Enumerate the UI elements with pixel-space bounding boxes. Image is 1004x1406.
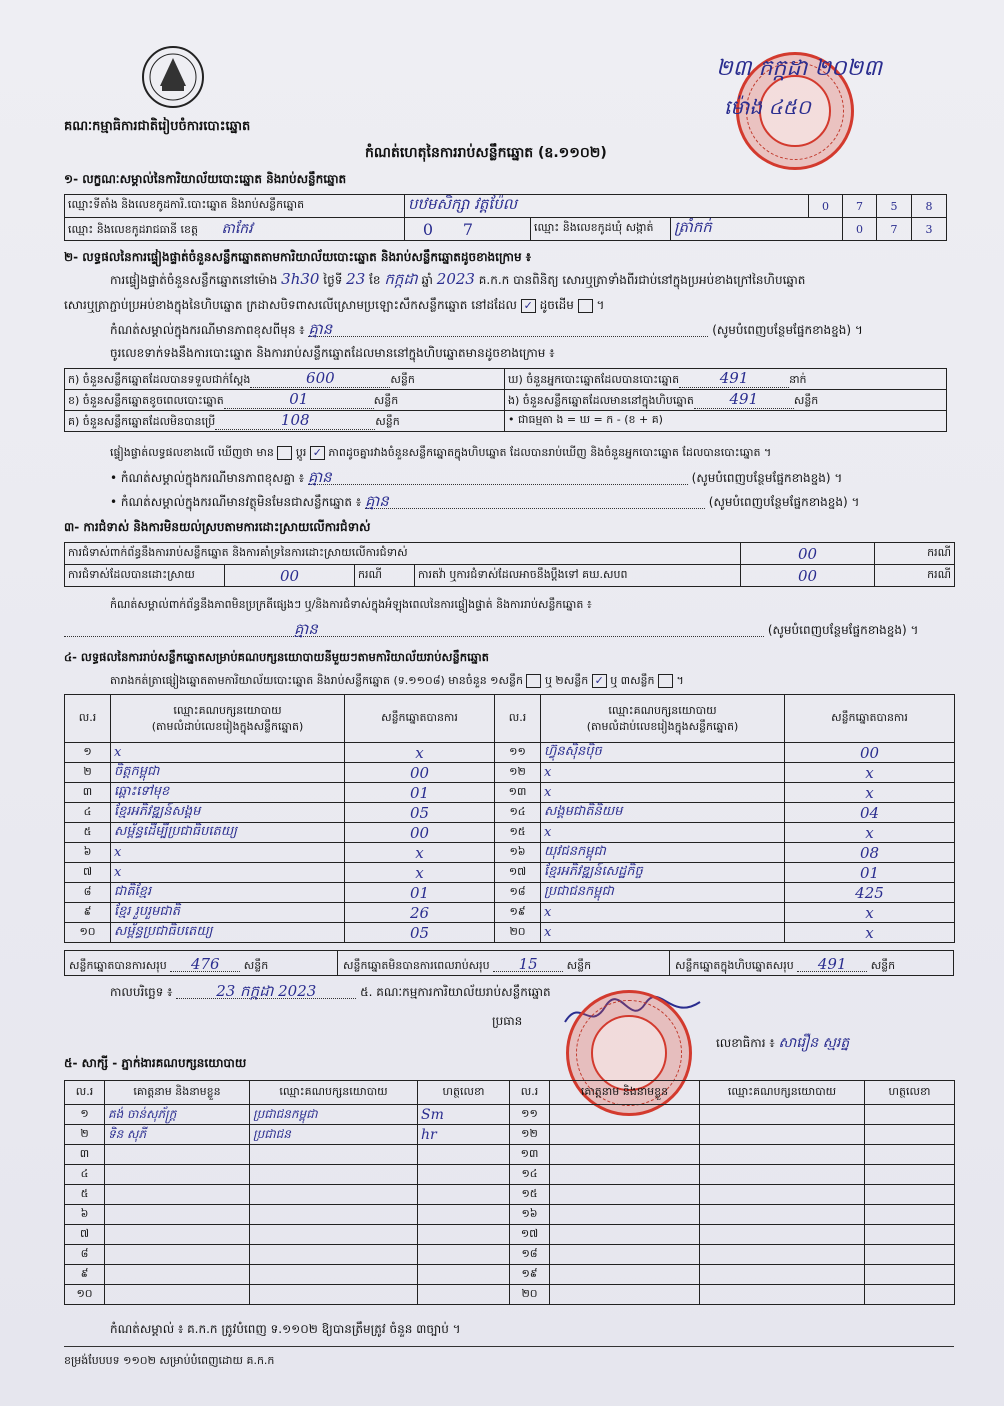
count-cell-c: គ) ចំនួនសន្លឹកឆ្នោតដែលមិនបានប្រើ 108 សន្លឹក xyxy=(65,411,505,432)
verification-year: 2023 xyxy=(436,270,475,288)
party-no: ១១ xyxy=(495,743,541,763)
total-valid-value: 476 xyxy=(170,957,240,972)
witness-party xyxy=(250,1185,418,1205)
emblem-icon xyxy=(140,44,206,110)
sheets-2-checkbox: ✓ xyxy=(592,674,607,688)
total-box-value: 491 xyxy=(797,957,867,972)
form-code: ខម្រង់បែបបទ ១១០២ សម្រាប់បំពេញដោយ គ.ក.ក xyxy=(64,1354,275,1367)
party-name: សង្គមជាតិនិយម xyxy=(541,803,785,823)
witness-row xyxy=(65,1205,955,1225)
unused-ballots: 108 xyxy=(215,411,375,430)
party-votes: 00 xyxy=(345,763,495,783)
party-name: ខ្មែរអភិវឌ្ឍន៍សង្គម xyxy=(111,803,345,823)
witness-party xyxy=(250,1285,418,1305)
witness-signature xyxy=(418,1245,510,1265)
form-title: កំណត់ហេតុនៃការរាប់សន្លឹកឆ្នោត (ឧ.១១០២) xyxy=(365,145,607,161)
witness-table xyxy=(64,1080,955,1305)
w-col-party-left: ឈ្មោះគណបក្សនយោបាយ xyxy=(250,1081,418,1105)
party-no: ១៦ xyxy=(495,843,541,863)
witness-no: ៨ xyxy=(65,1245,105,1265)
witness-signature xyxy=(418,1265,510,1285)
witness-name xyxy=(550,1265,700,1285)
party-no: ៣ xyxy=(65,783,111,803)
witness-signature xyxy=(865,1125,955,1145)
party-name: x xyxy=(111,863,345,883)
witness-no: ២ xyxy=(65,1125,105,1145)
witness-party xyxy=(250,1245,418,1265)
voters-count: 491 xyxy=(679,369,789,388)
witness-party xyxy=(700,1245,865,1265)
witness-no: ១ xyxy=(65,1105,105,1125)
w-col-sign-right: ហត្ថលេខា xyxy=(865,1081,955,1105)
commune-code-digit: 3 xyxy=(912,218,947,241)
witness-signature xyxy=(865,1205,955,1225)
party-name: សម្ព័ន្ធប្រជាធិបតេយ្យ xyxy=(111,923,345,943)
witness-signature xyxy=(865,1105,955,1125)
station-label: ឈ្មោះទីតាំង និងលេខកូដការិ.បោះឆ្នោត និងរាប់សន្លឹកឆ្នោត xyxy=(65,195,405,218)
party-votes: x xyxy=(785,763,955,783)
party-no: ៤ xyxy=(65,803,111,823)
witness-signature xyxy=(865,1225,955,1245)
party-no: ១៤ xyxy=(495,803,541,823)
objection-appeal-label: ការតវ៉ា ឬការជំទាស់ដែលអាចនឹងប្តឹងទៅ គឃ.សបព xyxy=(415,565,741,587)
witness-name xyxy=(550,1245,700,1265)
witness-no: ៧ xyxy=(65,1225,105,1245)
w-col-no-left: ល.រ xyxy=(65,1081,105,1105)
party-no: ១៨ xyxy=(495,883,541,903)
witness-no: ១៨ xyxy=(510,1245,550,1265)
witness-name xyxy=(105,1225,250,1245)
witness-row xyxy=(65,1185,955,1205)
compare-line: ផ្ទៀងផ្ទាត់លទ្ធផលខាងលើ ឃើញថា មាន ប្តូរ ✓ ភាពដូចគ្នារវាងចំនួនសន្លឹកឆ្នោតក្នុងហិបឆ្នោត ដែលបានរាប់ឃើញ និងចំនួនអ្នកបោះឆ្នោត ដែលបានបោះឆ្នោត ។ xyxy=(110,446,772,459)
party-results-table xyxy=(64,694,955,943)
witness-row xyxy=(65,1125,955,1145)
witness-signature: hr xyxy=(418,1125,510,1145)
witness-party xyxy=(700,1125,865,1145)
col-no-left: ល.រ xyxy=(65,695,111,743)
changed-checkbox xyxy=(578,299,593,313)
w-col-name-right: គោត្តនាម និងនាមខ្លួន xyxy=(550,1081,700,1105)
party-result-row xyxy=(65,803,955,823)
witness-no: ៦ xyxy=(65,1205,105,1225)
witness-party xyxy=(700,1145,865,1165)
witness-party xyxy=(700,1265,865,1285)
party-votes: 04 xyxy=(785,803,955,823)
footer-divider xyxy=(64,1346,954,1347)
signing-date: 23 កក្កដា 2023 xyxy=(176,984,356,999)
witness-party xyxy=(250,1225,418,1245)
party-name: ឆ្ពោះទៅមុខ xyxy=(111,783,345,803)
stamp-handwriting-time: ម៉ោង ៤៥០ xyxy=(724,95,811,119)
party-no: ១៣ xyxy=(495,783,541,803)
party-name: x xyxy=(541,923,785,943)
party-name: ជាតិខ្មែរ xyxy=(111,883,345,903)
party-name: x xyxy=(111,743,345,763)
total-invalid: សន្លឹកឆ្នោតមិនបានការពេលរាប់សរុប 15 សន្លឹក xyxy=(343,955,592,973)
party-name: សម្ព័ន្ធដើម្បីប្រជាធិបតេយ្យ xyxy=(111,823,345,843)
party-result-row xyxy=(65,843,955,863)
witness-name xyxy=(105,1265,250,1285)
count-cell-d: ឃ) ចំនួនអ្នកបោះឆ្នោតដែលបានបោះឆ្នោត 491 នាក់ xyxy=(505,369,947,390)
party-result-row xyxy=(65,763,955,783)
province-name: តាកែវ xyxy=(221,220,253,237)
witness-party: ប្រជាជន xyxy=(250,1125,418,1145)
witness-no: ១១ xyxy=(510,1105,550,1125)
seal-line: សោរឬត្រាភ្ជាប់ប្រអប់ខាងក្នុងនៃហិបឆ្នោត ក្រដាសបិទពាសលើស្រោមប្រឡោះសឹកសន្លឹកឆ្នោត នៅដដែល ✓ ដូចដើម ។ xyxy=(64,298,605,312)
w-col-no-right: ល.រ xyxy=(510,1081,550,1105)
party-votes: 00 xyxy=(785,743,955,763)
col-no-right: ល.រ xyxy=(495,695,541,743)
witness-no: ១៣ xyxy=(510,1145,550,1165)
objection-resolved-unit: ករណី xyxy=(355,565,415,587)
witness-party xyxy=(700,1225,865,1245)
objection-resolved-label: ការជំទាស់ដែលបានដោះស្រាយ xyxy=(65,565,225,587)
section3-heading: ៣- ការជំទាស់ និងការមិនយល់ស្របតាមការដោះស្រាយលើការជំទាស់ xyxy=(64,520,371,534)
irregularity-note-line: គ្មាន (សូមបំពេញបន្ថែមផ្នែកខាងខ្នង) ។ xyxy=(64,622,918,637)
party-name: ហ៊្វុនស៊ិនប៉ិច xyxy=(541,743,785,763)
section2-heading: ២- លទ្ធផលនៃការផ្ទៀងផ្ទាត់ចំនួនសន្លឹកឆ្នោតតាមការិយាល័យបោះឆ្នោត និងរាប់សន្លឹកឆ្នោតដូចខាងក្រោម ៖ xyxy=(64,250,532,264)
party-votes: x xyxy=(345,863,495,883)
party-votes: 05 xyxy=(345,923,495,943)
received-ballots: 600 xyxy=(250,369,390,388)
commune-code-digit: 7 xyxy=(877,218,912,241)
party-name: ខ្មែរ រួបរួមជាតិ xyxy=(111,903,345,923)
col-votes-right: សន្លឹកឆ្នោតបានការ xyxy=(785,695,955,743)
spoiled-ballots: 01 xyxy=(224,390,374,409)
objections-table xyxy=(64,542,955,587)
total-invalid-value: 15 xyxy=(493,957,563,972)
ballot-count-table xyxy=(64,368,947,432)
witness-row xyxy=(65,1105,955,1125)
party-result-row xyxy=(65,743,955,763)
objection-related-value: 00 xyxy=(741,543,875,565)
party-no: ៥ xyxy=(65,823,111,843)
commune-label: ឈ្មោះ និងលេខកូដឃុំ សង្កាត់ xyxy=(531,218,671,241)
secretary-line: លេខាធិការ ៖ សារឿន ស្មរត្ន xyxy=(716,1035,850,1051)
section4-heading: ៤- លទ្ធផលនៃការរាប់សន្លឹកឆ្នោតសម្រាប់គណបក្សនយោបាយនីមួយៗតាមការិយាល័យរាប់សន្លឹកឆ្នោត xyxy=(64,650,489,664)
verification-line: ការផ្ទៀងផ្ទាត់ចំនួនសន្លឹកឆ្នោតនៅម៉ោង 3h30 ថ្ងៃទី 23 ខែ កក្កដា ឆ្នាំ 2023 គ.ក.ក បានពិនិត្យ សោរឬត្រាទាំងពីរជាប់នៅក្នុងប្រអប់ខាងក្រៅនៃហិបឆ្នោត xyxy=(110,270,806,288)
stamp-handwriting-date: ២៣ កក្កដា ២០២៣ xyxy=(716,56,882,81)
witness-party xyxy=(700,1165,865,1185)
witness-name xyxy=(550,1145,700,1165)
commune-code-digit: 0 xyxy=(843,218,877,241)
secretary-name: សារឿន ស្មរត្ន xyxy=(778,1035,850,1051)
witness-party xyxy=(250,1205,418,1225)
party-votes: x xyxy=(785,783,955,803)
w-col-sign-left: ហត្ថលេខា xyxy=(418,1081,510,1105)
witness-name xyxy=(550,1285,700,1305)
col-party-left: ឈ្មោះគណបក្សនយោបាយ (តាមលំដាប់លេខរៀងក្នុងសន្លឹកឆ្នោត) xyxy=(111,695,345,743)
objection-related-label: ការជំទាស់ពាក់ព័ន្ធនឹងការរាប់សន្លឹកឆ្នោត និងការគាំទ្រនៃការដោះស្រាយលើការជំទាស់ xyxy=(65,543,741,565)
section5-heading: ៥- សាក្សី - ភ្នាក់ងារគណបក្សនយោបាយ xyxy=(64,1056,247,1070)
station-name: បឋមសិក្សា វត្តប៉ែល xyxy=(405,195,809,218)
party-no: ១៩ xyxy=(495,903,541,923)
party-result-row xyxy=(65,883,955,903)
objection-appeal-unit: ករណី xyxy=(875,565,955,587)
station-code-digit: 8 xyxy=(912,195,947,218)
province-label: ឈ្មោះ និងលេខកូដរាជធានី ខេត្ត តាកែវ xyxy=(65,218,405,241)
witness-signature: Sm xyxy=(418,1105,510,1125)
party-votes: x xyxy=(345,843,495,863)
witness-party xyxy=(700,1185,865,1205)
verification-time: 3h30 xyxy=(281,270,320,288)
footer-note: កំណត់សម្គាល់ ៖ គ.ក.ក ត្រូវបំពេញ ទ.១១០២ ឱ្យបានត្រឹមត្រូវ ចំនួន ៣ច្បាប់ ។ xyxy=(110,1322,461,1336)
party-name: x xyxy=(541,763,785,783)
witness-row xyxy=(65,1165,955,1185)
president-label: ប្រធាន xyxy=(492,1014,523,1028)
witness-name xyxy=(105,1185,250,1205)
witness-no: ១៧ xyxy=(510,1225,550,1245)
w-col-party-right: ឈ្មោះគណបក្សនយោបាយ xyxy=(700,1081,865,1105)
party-votes: 08 xyxy=(785,843,955,863)
witness-no: ១២ xyxy=(510,1125,550,1145)
party-votes: 00 xyxy=(345,823,495,843)
witness-signature xyxy=(418,1185,510,1205)
section4-subtext: តារាងកត់ត្រាផ្សៀងឆ្នោតតាមការិយាល័យបោះឆ្នោត និងរាប់សន្លឹកឆ្នោត (ទ.១១០៨) មានចំនួន ១សន្លឹក ឬ ២សន្លឹក ✓ ឬ ៣សន្លឹក ។ xyxy=(110,674,684,687)
witness-name xyxy=(105,1285,250,1305)
party-votes: x xyxy=(785,823,955,843)
party-name: ខ្មែរអភិវឌ្ឍន៍សេដ្ឋកិច្ច xyxy=(541,863,785,883)
station-code-digit: 7 xyxy=(843,195,877,218)
witness-row xyxy=(65,1225,955,1245)
sheets-3-checkbox xyxy=(658,674,673,688)
objection-resolved-value: 00 xyxy=(225,565,355,587)
count-formula: • ជាធម្មតា ង = ឃ = ក - (ខ + គ) xyxy=(505,411,947,432)
count-cell-a: ក) ចំនួនសន្លឹកឆ្នោតដែលបានទទួលជាក់ស្តែង 600 សន្លឹក xyxy=(65,369,505,390)
party-no: ១០ xyxy=(65,923,111,943)
witness-no: ១៥ xyxy=(510,1185,550,1205)
agency-name: គណៈកម្មាធិការជាតិរៀបចំការបោះឆ្នោត xyxy=(64,119,251,134)
party-votes: 01 xyxy=(345,783,495,803)
section1-heading: ១- លក្ខណៈសម្គាល់នៃការិយាល័យបោះឆ្នោត និងរាប់សន្លឹកឆ្នោត xyxy=(64,172,347,186)
w-col-name-left: គោត្តនាម និងនាមខ្លួន xyxy=(105,1081,250,1105)
witness-name xyxy=(105,1205,250,1225)
party-no: ២០ xyxy=(495,923,541,943)
witness-signature xyxy=(418,1145,510,1165)
party-no: ១ xyxy=(65,743,111,763)
witness-no: ៤ xyxy=(65,1165,105,1185)
verification-month: កក្កដា xyxy=(384,270,418,288)
witness-name xyxy=(105,1245,250,1265)
witness-no: ៩ xyxy=(65,1265,105,1285)
witness-no: ២០ xyxy=(510,1285,550,1305)
witness-no: ៣ xyxy=(65,1145,105,1165)
sheets-1-checkbox xyxy=(526,674,541,688)
total-box: សន្លឹកឆ្នោតក្នុងហិបឆ្នោតសរុប 491 សន្លឹក xyxy=(675,955,896,973)
witness-no: ១៤ xyxy=(510,1165,550,1185)
witness-party xyxy=(700,1105,865,1125)
station-code-digit: 5 xyxy=(877,195,912,218)
party-votes: 01 xyxy=(345,883,495,903)
objection-related-unit: ករណី xyxy=(875,543,955,565)
signing-date-line: កាលបរិច្ឆេទ ៖ 23 កក្កដា 2023 ៥. គណៈកម្មការការិយាល័យរាប់សន្លឹកឆ្នោត xyxy=(110,982,551,1000)
witness-name xyxy=(105,1145,250,1165)
witness-name xyxy=(550,1205,700,1225)
party-votes: x xyxy=(785,903,955,923)
party-votes: 425 xyxy=(785,883,955,903)
witness-party xyxy=(250,1265,418,1285)
party-no: ១៧ xyxy=(495,863,541,883)
witness-name xyxy=(550,1225,700,1245)
station-code-digit: 0 xyxy=(809,195,843,218)
witness-name: គង់ ចាន់សុភ័ក្ត្រ xyxy=(105,1105,250,1125)
party-name: x xyxy=(541,903,785,923)
witness-name xyxy=(105,1165,250,1185)
same-checkbox: ✓ xyxy=(521,299,536,313)
party-no: ១២ xyxy=(495,763,541,783)
witness-signature xyxy=(418,1165,510,1185)
witness-signature xyxy=(865,1145,955,1165)
witness-name: ទិន សុភី xyxy=(105,1125,250,1145)
witness-signature xyxy=(865,1285,955,1305)
party-votes: x xyxy=(345,743,495,763)
commune-name: ត្រាំកក់ xyxy=(671,218,843,241)
party-no: ៧ xyxy=(65,863,111,883)
irregularity-note-value: គ្មាន xyxy=(64,622,764,637)
party-no: ៩ xyxy=(65,903,111,923)
party-no: ៨ xyxy=(65,883,111,903)
objection-appeal-value: 00 xyxy=(741,565,875,587)
compare-diff-checkbox xyxy=(277,446,292,460)
party-name: ចិត្តកម្ពុជា xyxy=(111,763,345,783)
note1-line: កំណត់សម្គាល់ក្នុងករណីមានភាពខុសពីមុន ៖ គ្មាន (សូមបំពេញបន្ថែមផ្នែកខាងខ្នង) ។ xyxy=(110,320,863,338)
count-cell-e: ង) ចំនួនសន្លឹកឆ្នោតដែលមាននៅក្នុងហិបឆ្នោត 491 សន្លឹក xyxy=(505,390,947,411)
witness-signature xyxy=(418,1225,510,1245)
ballots-in-box: 491 xyxy=(694,390,794,409)
witness-no: ១០ xyxy=(65,1285,105,1305)
irregularity-note-label: កំណត់សម្គាល់ពាក់ព័ន្ធនឹងភាពមិនប្រក្រតីផ្សេងៗ ឬ/និងការជំទាស់ក្នុងអំឡុងពេលនៃការផ្ទៀងផ្ទាត់ និងការរាប់សន្លឹកឆ្នោត ៖ xyxy=(110,598,592,611)
party-votes: x xyxy=(785,923,955,943)
witness-no: ១៩ xyxy=(510,1265,550,1285)
witness-signature xyxy=(865,1165,955,1185)
witness-signature xyxy=(865,1245,955,1265)
note3-line: • កំណត់សម្គាល់ក្នុងករណីមានវត្ថុមិនមែនជាសន្លឹកឆ្នោត ៖ គ្មាន (សូមបំពេញបន្ថែមផ្នែកខាងខ្នង) ។ xyxy=(110,492,860,510)
witness-party xyxy=(700,1205,865,1225)
witness-row xyxy=(65,1245,955,1265)
witness-party xyxy=(700,1285,865,1305)
party-result-row xyxy=(65,903,955,923)
note2-line: • កំណត់សម្គាល់ក្នុងករណីមានភាពខុសគ្នា ៖ គ្មាន (សូមបំពេញបន្ថែមផ្នែកខាងខ្នង) ។ xyxy=(110,468,843,486)
note2-value: គ្មាន xyxy=(308,470,688,485)
witness-party xyxy=(250,1145,418,1165)
witness-signature xyxy=(865,1265,955,1285)
witness-signature xyxy=(865,1185,955,1205)
province-code: 0 7 xyxy=(405,218,531,241)
witness-name xyxy=(550,1125,700,1145)
witness-signature xyxy=(418,1285,510,1305)
witness-no: ៥ xyxy=(65,1185,105,1205)
party-result-row xyxy=(65,823,955,843)
note3-value: គ្មាន xyxy=(365,494,705,509)
totals-row xyxy=(64,950,954,976)
party-name: យុវជនកម្ពុជា xyxy=(541,843,785,863)
witness-party xyxy=(250,1165,418,1185)
col-party-right: ឈ្មោះគណបក្សនយោបាយ (តាមលំដាប់លេខរៀងក្នុងសន្លឹកឆ្នោត) xyxy=(541,695,785,743)
party-no: ២ xyxy=(65,763,111,783)
party-votes: 05 xyxy=(345,803,495,823)
party-name: x xyxy=(111,843,345,863)
witness-row xyxy=(65,1145,955,1165)
party-name: x xyxy=(541,783,785,803)
party-result-row xyxy=(65,863,955,883)
witness-party: ប្រជាជនកម្ពុជា xyxy=(250,1105,418,1125)
party-result-row xyxy=(65,783,955,803)
witness-name xyxy=(550,1165,700,1185)
party-no: ១៥ xyxy=(495,823,541,843)
verification-day: 23 xyxy=(346,270,366,288)
witness-signature xyxy=(418,1205,510,1225)
compare-same-checkbox: ✓ xyxy=(310,446,325,460)
witness-row xyxy=(65,1285,955,1305)
polling-station-table xyxy=(64,194,947,241)
note1-value: គ្មាន xyxy=(308,322,708,337)
party-votes: 01 xyxy=(785,863,955,883)
witness-row xyxy=(65,1265,955,1285)
witness-name xyxy=(550,1105,700,1125)
total-valid: សន្លឹកឆ្នោតបានការសរុប 476 សន្លឹក xyxy=(69,955,269,973)
witness-no: ១៦ xyxy=(510,1205,550,1225)
witness-name xyxy=(550,1185,700,1205)
party-name: x xyxy=(541,823,785,843)
numbers-intro: ចូរលេខទាក់ទងនឹងការបោះឆ្នោត និងការរាប់សន្លឹកឆ្នោតដែលមាននៅក្នុងហិបឆ្នោតមានដូចខាងក្រោម ៖ xyxy=(110,346,555,360)
col-votes-left: សន្លឹកឆ្នោតបានការ xyxy=(345,695,495,743)
party-votes: 26 xyxy=(345,903,495,923)
party-name: ប្រជាជនកម្ពុជា xyxy=(541,883,785,903)
party-no: ៦ xyxy=(65,843,111,863)
party-result-row xyxy=(65,923,955,943)
count-cell-b: ខ) ចំនួនសន្លឹកឆ្នោតខូចពេលបោះឆ្នោត 01 សន្លឹក xyxy=(65,390,505,411)
